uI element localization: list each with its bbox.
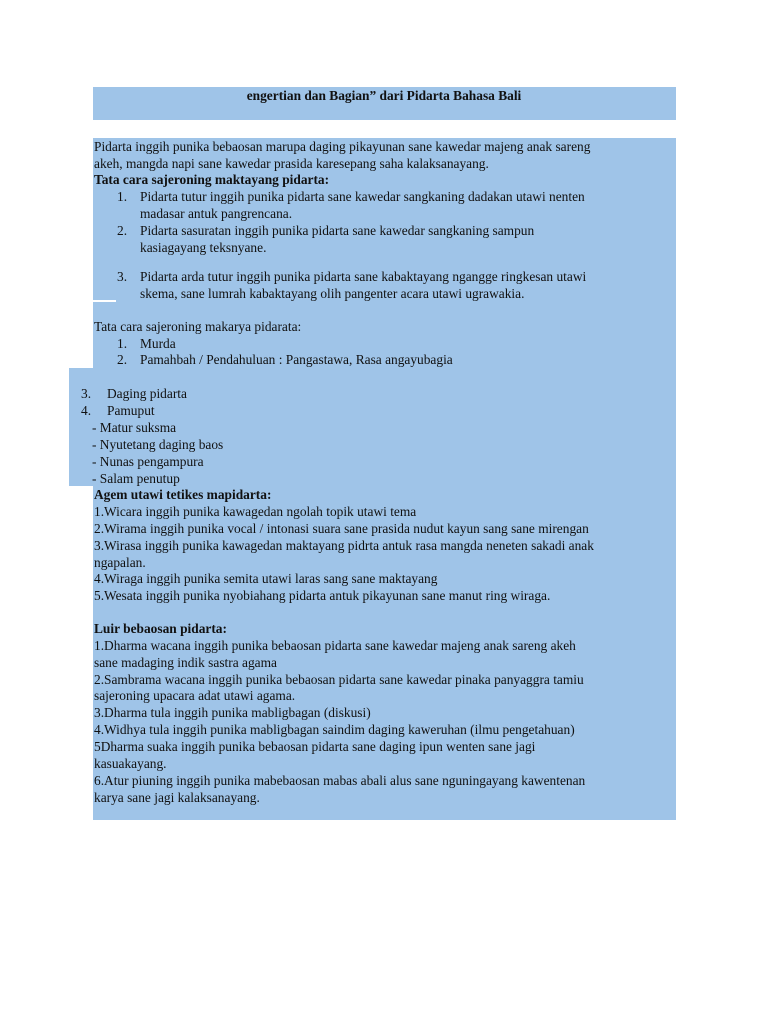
list-number: 3. [117, 269, 128, 284]
list-number: 4. [81, 403, 92, 418]
paragraph-line: 3.Dharma tula inggih punika mabligbagan (diskusi) [94, 705, 371, 720]
section-heading: Agem utawi tetikes mapidarta: [94, 487, 272, 502]
intro-line: Pidarta inggih punika bebaosan marupa daging pikayunan sane kawedar majeng anak sareng [94, 139, 591, 154]
paragraph-line: 2.Sambrama wacana inggih punika bebaosan pidarta sane kawedar pinaka panyaggra tamiu [94, 672, 584, 687]
list-item: Pamahbah / Pendahuluan : Pangastawa, Rasa angayubagia [140, 352, 453, 367]
intro-line: akeh, mangda napi sane kawedar prasida karesepang saha kalaksanayang. [94, 156, 489, 171]
paragraph-line: 5.Wesata inggih punika nyobiahang pidarta antuk pikayunan sane manut ring wiraga. [94, 588, 551, 603]
sub-item: - Nyutetang daging baos [92, 437, 224, 452]
paragraph-line: sane madaging indik sastra agama [94, 655, 277, 670]
paragraph-line: 6.Atur piuning inggih punika mabebaosan mabas abali alus sane nguningayang kawentenan [94, 773, 586, 788]
page-title: engertian dan Bagian” dari Pidarta Bahasa Bali [246, 88, 522, 103]
paragraph-line: 2.Wirama inggih punika vocal / intonasi suara sane prasida nudut kayun sang sane mirengan [94, 521, 589, 536]
list-item: kasiagayang teksnyane. [140, 240, 267, 255]
section-heading: Tata cara sajeroning makarya pidarata: [94, 319, 302, 334]
section-heading: Tata cara sajeroning maktayang pidarta: [94, 172, 330, 187]
list-item: skema, sane lumrah kabaktayang olih pangenter acara utawi ugrawakia. [140, 286, 525, 301]
paragraph-line: 4.Widhya tula inggih punika mabligbagan saindim daging kaweruhan (ilmu pengetahuan) [94, 722, 575, 737]
list-number: 3. [81, 386, 92, 401]
list-item: Pidarta sasuratan inggih punika pidarta sane kawedar sangkaning sampun [140, 223, 535, 238]
paragraph-line: 3.Wirasa inggih punika kawagedan maktayang pidrta antuk rasa mangda neneten sakadi anak [94, 538, 594, 553]
paragraph-line: karya sane jagi kalaksanayang. [94, 790, 260, 805]
sub-item: - Matur suksma [92, 420, 177, 435]
paragraph-line: sajeroning upacara adat utawi agama. [94, 688, 296, 703]
paragraph-line: 5Dharma suaka inggih punika bebaosan pidarta sane daging ipun wenten sane jagi [94, 739, 536, 754]
list-number: 2. [117, 223, 128, 238]
list-item: Daging pidarta [107, 386, 187, 401]
list-number: 1. [117, 336, 128, 351]
paragraph-line: 1.Dharma wacana inggih punika bebaosan pidarta sane kawedar majeng anak sareng akeh [94, 638, 576, 653]
list-item: madasar antuk pangrencana. [140, 206, 293, 221]
paragraph-line: ngapalan. [94, 555, 146, 570]
list-item: Pidarta tutur inggih punika pidarta sane kawedar sangkaning dadakan utawi nenten [140, 189, 585, 204]
paragraph-line: 1.Wicara inggih punika kawagedan ngolah topik utawi tema [94, 504, 417, 519]
list-number: 2. [117, 352, 128, 367]
list-number: 1. [117, 189, 128, 204]
list-item: Pamuput [107, 403, 155, 418]
highlight-notch [93, 300, 116, 302]
paragraph-line: 4.Wiraga inggih punika semita utawi laras sang sane maktayang [94, 571, 438, 586]
section-heading: Luir bebaosan pidarta: [94, 621, 227, 636]
list-item: Murda [140, 336, 176, 351]
paragraph-line: kasuakayang. [94, 756, 167, 771]
sub-item: - Nunas pengampura [92, 454, 204, 469]
sub-item: - Salam penutup [92, 471, 180, 486]
list-item: Pidarta arda tutur inggih punika pidarta sane kabaktayang ngangge ringkesan utawi [140, 269, 587, 284]
